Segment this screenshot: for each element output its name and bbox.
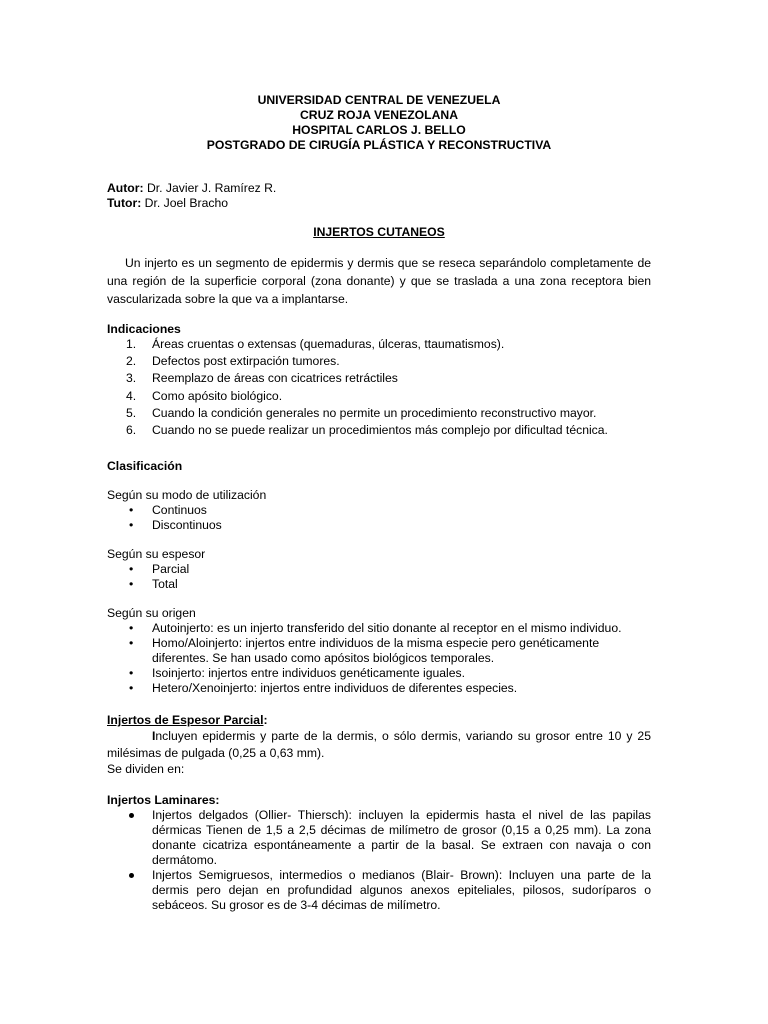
bullet-icon: • — [129, 636, 134, 650]
list-item — [107, 681, 651, 696]
author-label: Autor: — [107, 181, 144, 195]
bullet-icon: • — [129, 518, 134, 532]
item-text: Reemplazo de áreas con cicatrices retráctiles — [152, 371, 398, 386]
item-number: 4. — [126, 388, 137, 403]
item-text: Como apósito biológico. — [152, 388, 283, 403]
list-item — [107, 868, 651, 913]
item-text: Parcial — [152, 562, 190, 576]
espesor-parcial-paragraph — [107, 728, 651, 762]
item-number: 1. — [126, 337, 137, 351]
espesor-parcial-heading: Injertos de Espesor Parcial — [107, 713, 264, 727]
item-number: 6. — [126, 422, 137, 437]
modo-list — [107, 503, 651, 533]
bullet-icon: • — [129, 503, 134, 517]
item-text: Hetero/Xenoinjerto: injertos entre individuos de diferentes especies. — [152, 681, 518, 695]
list-item — [107, 518, 651, 533]
laminares-section — [107, 793, 651, 913]
espesor-label: Según su espesor — [107, 547, 206, 561]
espesor-parcial-section — [107, 713, 651, 777]
indicaciones-list — [107, 337, 651, 440]
item-text: Autoinjerto: es un injerto transferido del sitio donante al receptor en el mismo individuo. — [152, 621, 622, 635]
list-item — [107, 389, 651, 406]
item-text: Discontinuos — [152, 518, 222, 532]
institution-header — [107, 93, 651, 153]
item-text: Cuando la condición generales no permite un procedimiento reconstructivo mayor. — [152, 405, 597, 420]
indicaciones-heading: Indicaciones — [107, 322, 181, 336]
list-item — [107, 808, 651, 868]
list-item — [107, 337, 651, 354]
list-item — [107, 666, 651, 681]
bullet-icon: • — [129, 666, 134, 680]
espesor-section — [107, 547, 651, 592]
bullet-icon: • — [129, 681, 134, 695]
modo-label: Según su modo de utilización — [107, 488, 267, 502]
tutor-value: Dr. Joel Bracho — [141, 196, 229, 210]
item-number: 5. — [126, 405, 137, 420]
intro-paragraph: Un injerto es un segmento de epidermis y dermis que se reseca separándolo completamente de una región de la superficie corporal (zona donante) y que se traslada a una zona receptora bien vascularizada sobre la que va a implantarse. — [107, 256, 651, 306]
item-text: Defectos post extirpación tumores. — [152, 354, 340, 369]
author-block — [107, 181, 651, 211]
heading-colon: : — [263, 713, 268, 727]
bullet-icon: • — [129, 577, 134, 591]
list-item — [107, 423, 651, 440]
origen-label: Según su origen — [107, 606, 196, 620]
item-number: 2. — [126, 354, 137, 369]
list-item — [107, 577, 651, 592]
item-text: Continuos — [152, 503, 207, 517]
tutor-label: Tutor: — [107, 196, 142, 210]
bullet-icon — [129, 813, 134, 818]
list-item — [107, 503, 651, 518]
document-title: INJERTOS CUTANEOS — [313, 225, 445, 239]
se-dividen-text: Se dividen en: — [107, 762, 185, 776]
origen-section — [107, 606, 651, 696]
item-text: Cuando no se puede realizar un procedimientos más complejo por dificultad técnica. — [152, 422, 608, 437]
item-text: Isoinjerto: injertos entre individuos genéticamente iguales. — [152, 666, 465, 680]
author-value: Dr. Javier J. Ramírez R. — [143, 181, 277, 195]
list-item — [107, 621, 651, 636]
tutor-line — [107, 196, 651, 211]
header-postgraduate: POSTGRADO DE CIRUGÍA PLÁSTICA Y RECONSTRUCTIVA — [206, 138, 552, 152]
header-red-cross: CRUZ ROJA VENEZOLANA — [300, 108, 458, 122]
list-item — [107, 636, 651, 666]
item-text: Total — [152, 577, 178, 591]
laminares-heading: Injertos Laminares: — [107, 793, 220, 807]
item-text: Áreas cruentas o extensas (quemaduras, úlceras, ttaumatismos). — [152, 337, 505, 351]
header-university: UNIVERSIDAD CENTRAL DE VENEZUELA — [257, 93, 501, 107]
item-number: 3. — [126, 371, 137, 386]
author-line — [107, 181, 651, 196]
drop-letter: I — [152, 729, 156, 743]
bullet-icon: • — [129, 621, 134, 635]
list-item — [107, 406, 651, 423]
header-hospital: HOSPITAL CARLOS J. BELLO — [292, 123, 466, 137]
espesor-parcial-heading-line — [107, 713, 651, 728]
item-text: Injertos delgados (Ollier- Thiersch): incluyen la epidermis hasta el nivel de las papilas dérmicas Tienen de 1,5 a 2,5 décimas de milímetro de grosor (0,15 a 0,25 mm). La zona donante cicatriza espontáneamente a partir de la basal. Se extraen con navaja o con dermátomo. — [152, 808, 651, 867]
clasificacion-heading: Clasificación — [107, 459, 183, 473]
indicaciones-section — [107, 322, 651, 440]
modo-section — [107, 488, 651, 533]
bullet-icon — [129, 873, 134, 878]
paragraph-text: ncluyen epidermis y parte de la dermis, o sólo dermis, variando su grosor entre 10 y 25 milésimas de pulgada (0,25 a 0,63 mm). — [107, 729, 651, 760]
list-item — [107, 562, 651, 577]
item-text: Homo/Aloinjerto: injertos entre individuos de la misma especie pero genéticamente diferentes. Se han usado como apósitos biológicos temporales. — [152, 636, 600, 665]
origen-list — [107, 621, 651, 696]
list-item — [107, 371, 651, 388]
bullet-icon: • — [129, 562, 134, 576]
laminares-list — [107, 808, 651, 913]
item-text: Injertos Semigruesos, intermedios o medianos (Blair- Brown): Incluyen una parte de la dermis pero dejan en profundidad algunos anexos epiteliales, pilosos, sudoríparos o sebáceos. Su grosor es de 3-4 décimas de milímetro. — [152, 868, 651, 912]
espesor-list — [107, 562, 651, 592]
list-item — [107, 354, 651, 371]
